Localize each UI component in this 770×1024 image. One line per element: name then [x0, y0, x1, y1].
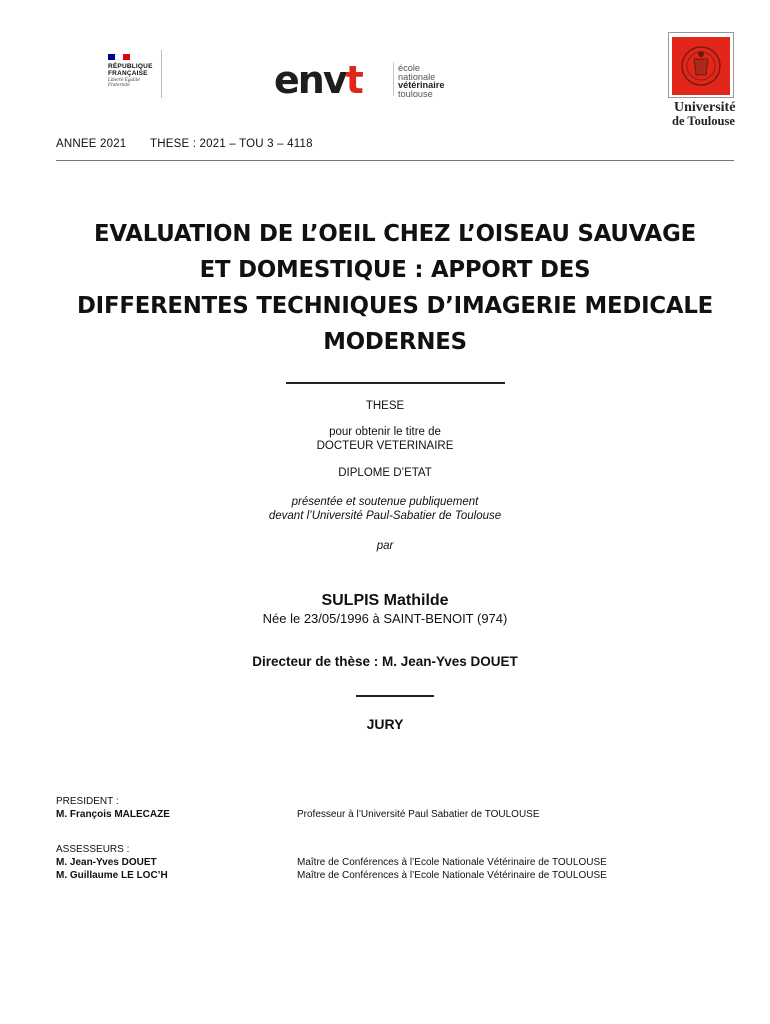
author-birth: Née le 23/05/1996 à SAINT-BENOIT (974): [262, 611, 508, 626]
french-flag-icon: [108, 54, 130, 60]
assesseur-name: M. Jean-Yves DOUET: [56, 857, 157, 868]
envt-divider: [393, 62, 394, 96]
republique-francaise-logo: [100, 50, 164, 100]
title-line: ET DOMESTIQUE : APPORT DES: [199, 257, 591, 283]
thesis-director: Directeur de thèse : M. Jean-Yves DOUET: [252, 654, 518, 669]
director-underline: [356, 695, 434, 697]
assesseur-name: M. Guillaume LE LOC’H: [56, 870, 168, 881]
these-code: THESE : 2021 – TOU 3 – 4118: [150, 138, 313, 150]
assesseur-role: Maître de Conférences à l’Ecole Nationale Vétérinaire de TOULOUSE: [297, 857, 607, 868]
these-label: THESE: [365, 400, 405, 412]
envt-school-line: nationale: [398, 71, 436, 82]
rf-divider: [161, 50, 162, 98]
rf-motto: Liberté Égalité Fraternité: [108, 77, 140, 87]
presentee-text: présentée et soutenue publiquement: [291, 496, 479, 508]
title-line: EVALUATION DE L’OEIL CHEZ L’OISEAU SAUVAGE: [94, 221, 696, 247]
president-name: M. François MALECAZE: [56, 809, 170, 820]
assesseur-role: Maître de Conférences à l’Ecole Nationale Vétérinaire de TOULOUSE: [297, 870, 607, 881]
president-role: Professeur à l’Université Paul Sabatier de TOULOUSE: [297, 809, 540, 820]
flag-red: [123, 54, 130, 60]
university-seal-icon: [672, 37, 730, 95]
title-line: MODERNES: [323, 329, 467, 355]
docteur-text: DOCTEUR VETERINAIRE: [316, 440, 454, 452]
diplome-text: DIPLOME D’ETAT: [338, 467, 432, 479]
flag-white: [115, 54, 122, 60]
author-name: SULPIS Mathilde: [321, 592, 449, 609]
flag-blue: [108, 54, 115, 60]
universite-toulouse-logo: [666, 30, 738, 130]
envt-school-line: vétérinaire: [398, 80, 445, 91]
obtenir-text: pour obtenir le titre de: [329, 426, 441, 438]
envt-school-line: toulouse: [398, 88, 433, 99]
rf-line2: FRANÇAISE: [108, 70, 148, 77]
president-label: PRESIDENT :: [56, 796, 119, 807]
envt-logo: [274, 58, 454, 104]
ut-line2: de Toulouse: [672, 114, 735, 128]
jury-heading: JURY: [366, 716, 404, 732]
title-line: DIFFERENTES TECHNIQUES D’IMAGERIE MEDICALE: [76, 293, 714, 319]
devant-text: devant l’Université Paul-Sabatier de Toulouse: [268, 510, 502, 522]
annee-label: ANNEE 2021: [56, 138, 127, 150]
envt-school-name: [398, 64, 444, 98]
envt-school-line: école: [398, 63, 420, 73]
ut-line1: Université: [674, 100, 736, 115]
header-divider: [56, 160, 734, 161]
assesseurs-label: ASSESSEURS :: [56, 844, 130, 855]
rf-line1: RÉPUBLIQUE: [108, 63, 153, 70]
thesis-title: [40, 216, 750, 360]
title-underline: [286, 382, 505, 384]
par-text: par: [376, 540, 394, 552]
envt-wordmark: envt: [274, 58, 362, 102]
